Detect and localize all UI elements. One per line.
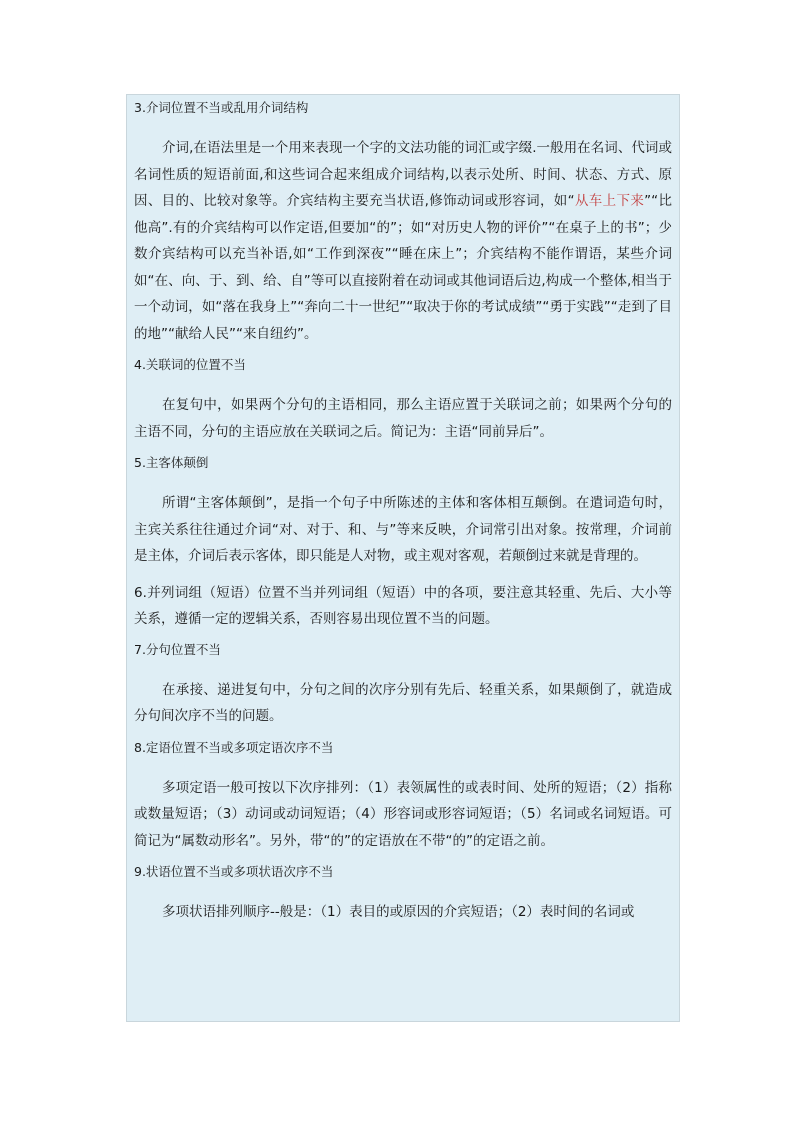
document-panel	[126, 94, 680, 1022]
section-body-3-highlight: 从车上下来	[574, 193, 645, 209]
section-body-3	[134, 135, 672, 347]
section-heading-4: 4.关联词的位置不当	[134, 357, 246, 372]
section-heading-7: 7.分句位置不当	[134, 641, 221, 657]
section-heading-3: 3.介词位置不当或乱用介词结构	[134, 100, 309, 115]
section-body-9: 多项状语排列顺序--般是：（1）表目的或原因的介宾短语；（2）表时间的名词或	[162, 904, 635, 920]
section-body-7: 在承接、递进复句中，分句之间的次序分别有先后、轻重关系，如果颠倒了，就造成分句间次序不当的问题。	[134, 681, 672, 724]
section-6-combined: 6.并列词组（短语）位置不当并列词组（短语）中的各项，要注意其轻重、先后、大小等关系，遵循一定的逻辑关系，否则容易出现位置不当的问题。	[134, 584, 672, 627]
document-content	[127, 95, 679, 926]
section-body-8: 多项定语一般可按以下次序排列：（1）表领属性的或表时间、处所的短语；（2）指称或数量短语；（3）动词或动词短语；（4）形容词或形容词短语；（5）名词或名词短语。可简记为“属数动形名”。另外，带“的”的定语放在不带“的”的定语之前。	[134, 779, 672, 849]
section-body-3-part-2: ”“比他高”.有的介宾结构可以作定语,但要加“的”；如“对历史人物的评价”“在桌子上的书”；少数介宾结构可以充当补语,如“工作到深夜”“睡在床上”；介宾结构不能作谓语，某些介词如“在、向、于、到、给、自”等可以直接附着在动词或其他词语后边,构成一个整体,相当于一个动词，如“落在我身上”“奔向二十一世纪”“取决于你的考试成绩”“勇于实践”“走到了目的地”“献给人民”“来自纽约”。	[134, 193, 672, 342]
section-heading-5: 5.主客体颠倒	[134, 455, 209, 470]
section-heading-9: 9.状语位置不当或多项状语次序不当	[134, 864, 334, 879]
section-heading-8: 8.定语位置不当或多项定语次序不当	[134, 739, 334, 755]
section-body-5: 所谓“主客体颠倒”，是指一个句子中所陈述的主体和客体相互颠倒。在遣词造句时，主宾关系往往通过介词“对、对于、和、与”等来反映，介词常引出对象。按常理，介词前是主体，介词后表示客体，即只能是人对物，或主观对客观，若颠倒过来就是背理的。	[134, 495, 672, 564]
section-body-3-part-1: 介词,在语法里是一个用来表现一个字的文法功能的词汇或字缀.一般用在名词、代词或名词性质的短语前面,和这些词合起来组成介词结构,以表示处所、时间、状态、方式、原因、目的、比较对象等。介宾结构主要充当状语,修饰动词或形容词，如“	[134, 140, 672, 209]
section-body-4: 在复句中，如果两个分句的主语相同，那么主语应置于关联词之前；如果两个分句的主语不同，分句的主语应放在关联词之后。简记为：主语“同前异后”。	[134, 397, 672, 440]
